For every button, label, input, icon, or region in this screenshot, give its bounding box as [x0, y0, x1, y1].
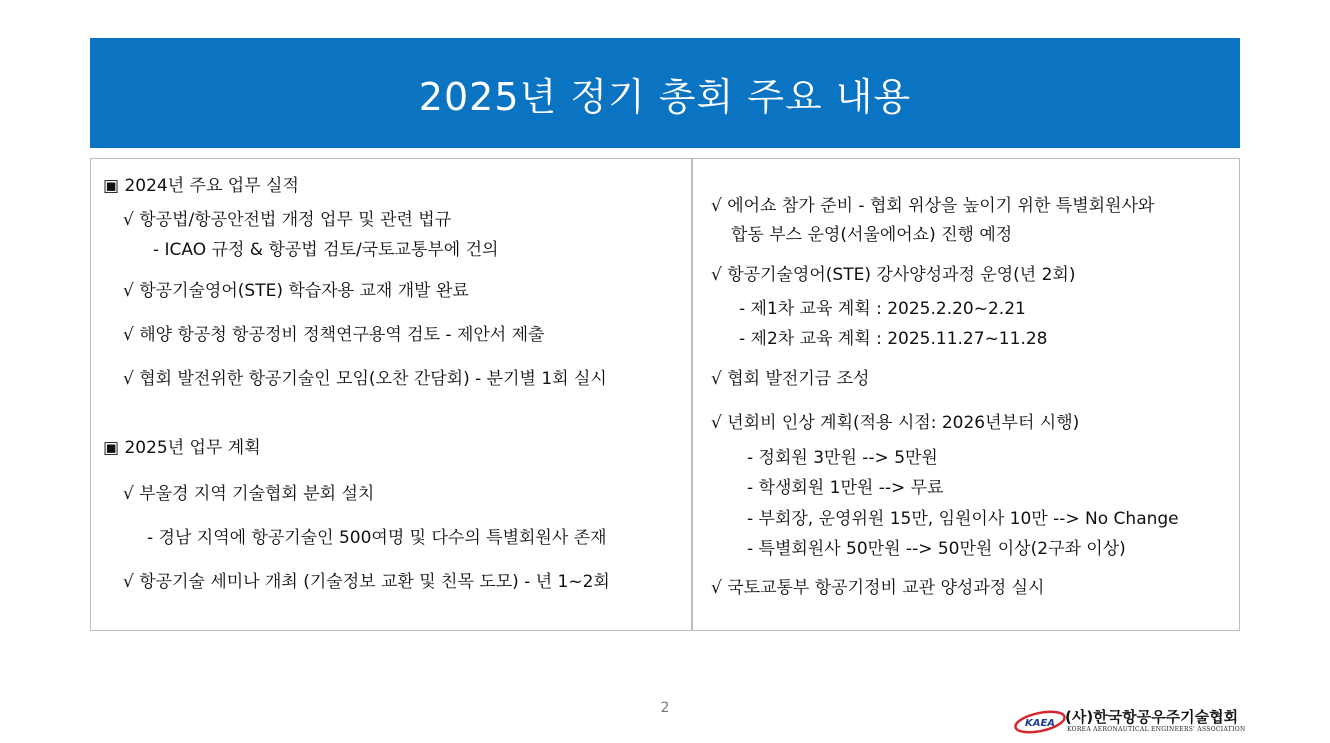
list-item: √ 해양 항공청 항공정비 정책연구용역 검토 - 제안서 제출	[123, 325, 545, 345]
logo-subtitle: KOREA AERONAUTICAL ENGINEERS' ASSOCIATION	[1067, 726, 1246, 733]
page-number: 2	[660, 700, 670, 716]
list-item: √ 항공기술영어(STE) 강사양성과정 운영(년 2회)	[711, 265, 1076, 285]
list-subitem: - 정회원 3만원 --> 5만원	[747, 448, 938, 468]
list-item: √ 협회 발전위한 항공기술인 모임(오찬 간담회) - 분기별 1회 실시	[123, 369, 607, 389]
section-heading-2025: ▣ 2025년 업무 계획	[103, 438, 261, 458]
list-subitem: - 학생회원 1만원 --> 무료	[747, 478, 944, 498]
list-item: √ 에어쇼 참가 준비 - 협회 위상을 높이기 위한 특별회원사와	[711, 196, 1155, 216]
content-box	[90, 158, 1240, 631]
list-item: √ 항공법/항공안전법 개정 업무 및 관련 법규	[123, 210, 452, 230]
list-item: √ 항공기술 세미나 개최 (기술정보 교환 및 친목 도모) - 년 1~2회	[123, 572, 610, 592]
list-item-continuation: 합동 부스 운영(서울에어쇼) 진행 예정	[731, 225, 1013, 245]
list-subitem: - 부회장, 운영위원 15만, 임원이사 10만 --> No Change	[747, 509, 1179, 529]
list-item: √ 항공기술영어(STE) 학습자용 교재 개발 완료	[123, 281, 469, 301]
section-heading-2024: ▣ 2024년 주요 업무 실적	[103, 176, 299, 196]
logo-mark-text: KAEA	[1024, 718, 1056, 729]
logo-name: (사)한국항공우주기술협회	[1065, 708, 1239, 726]
association-logo	[1013, 705, 1246, 739]
column-divider	[691, 159, 693, 630]
list-subitem: - ICAO 규정 & 항공법 검토/국토교통부에 건의	[153, 240, 499, 260]
list-item: √ 협회 발전기금 조성	[711, 369, 870, 389]
list-subitem: - 제2차 교육 계획 : 2025.11.27~11.28	[739, 329, 1048, 349]
list-subitem: - 제1차 교육 계획 : 2025.2.20~2.21	[739, 299, 1026, 319]
list-subitem: - 특별회원사 50만원 --> 50만원 이상(2구좌 이상)	[747, 539, 1126, 559]
list-item: √ 국토교통부 항공기정비 교관 양성과정 실시	[711, 578, 1045, 598]
kaea-logo-icon	[1013, 707, 1067, 735]
title-banner	[90, 38, 1240, 148]
list-item: √ 년회비 인상 계획(적용 시점: 2026년부터 시행)	[711, 413, 1080, 433]
list-subitem: - 경남 지역에 항공기술인 500여명 및 다수의 특별회원사 존재	[147, 528, 607, 548]
list-item: √ 부울경 지역 기술협회 분회 설치	[123, 484, 375, 504]
slide-title: 2025년 정기 총회 주요 내용	[418, 74, 912, 119]
